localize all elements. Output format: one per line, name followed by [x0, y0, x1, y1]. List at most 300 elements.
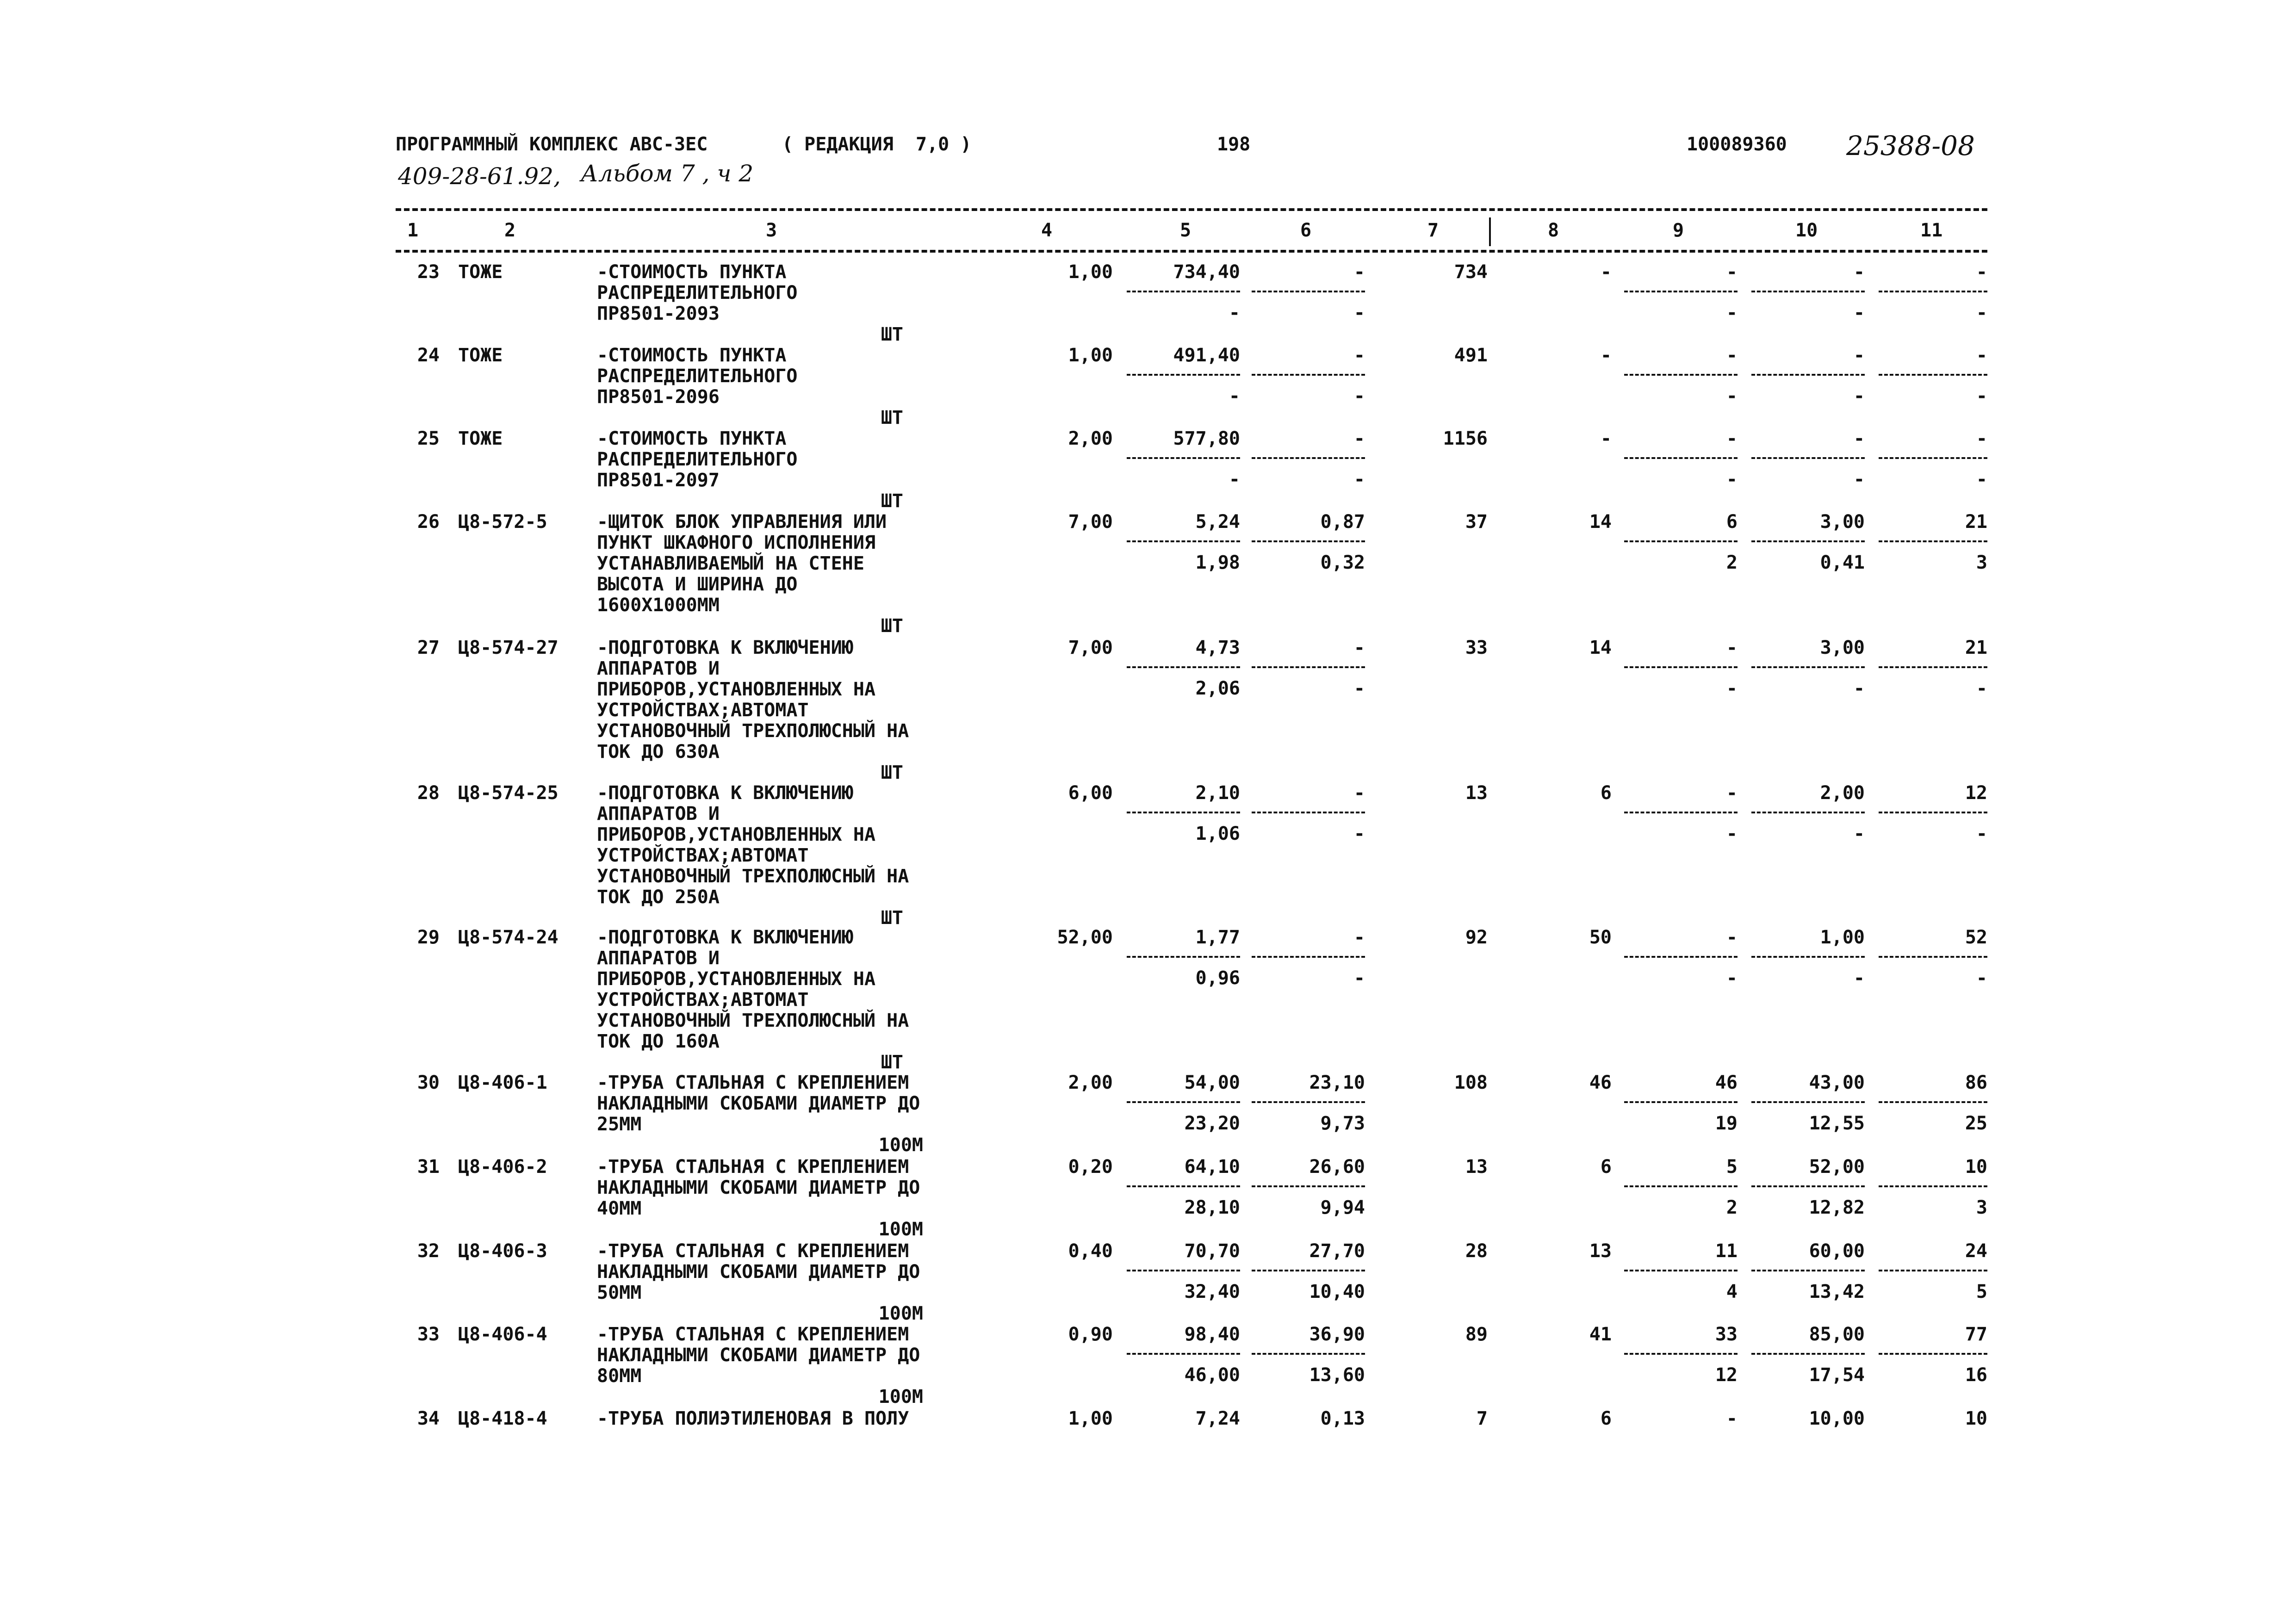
cell-col10-top: -	[1853, 428, 1865, 449]
fraction-divider	[1127, 1353, 1240, 1355]
cell-col6-bottom: -	[1353, 302, 1365, 323]
handwritten-code: 25388-08	[1846, 130, 1975, 161]
row-quantity: 7,00	[1068, 511, 1113, 533]
row-description-line: -СТОИМОСТЬ ПУНКТА	[597, 345, 787, 366]
row-unit: ШТ	[881, 490, 903, 512]
row-number: 34	[417, 1408, 440, 1429]
cell-col8: -	[1600, 428, 1612, 449]
cell-col6-bottom: -	[1353, 678, 1365, 699]
column-header: 6	[1300, 220, 1312, 241]
document-code: 100089360	[1687, 134, 1787, 155]
cell-col5-bottom: 2,06	[1195, 678, 1240, 699]
row-code: Ц8-406-1	[458, 1072, 547, 1093]
cell-col9-bottom: 4	[1726, 1281, 1738, 1302]
fraction-divider	[1879, 374, 1987, 376]
handwritten-reference: 409-28-61.92,	[398, 163, 561, 190]
row-quantity: 0,90	[1068, 1324, 1113, 1345]
cell-col7: 734	[1454, 261, 1488, 283]
row-number: 33	[417, 1324, 440, 1345]
cell-col6-bottom: -	[1353, 823, 1365, 844]
row-code: Ц8-406-4	[458, 1324, 547, 1345]
cell-col5-bottom: 28,10	[1184, 1197, 1240, 1218]
fraction-divider	[1751, 457, 1865, 459]
cell-col10-bottom: 13,42	[1809, 1281, 1865, 1302]
fraction-divider	[1127, 291, 1240, 292]
fraction-divider	[1127, 666, 1240, 668]
fraction-divider	[1127, 457, 1240, 459]
row-quantity: 6,00	[1068, 782, 1113, 804]
cell-col8: 46	[1589, 1072, 1612, 1093]
cell-col11-bottom: 3	[1976, 552, 1987, 573]
column-header: 8	[1548, 220, 1559, 241]
program-title: ПРОГРАММНЫЙ КОМПЛЕКС АВС-3ЕС	[396, 134, 708, 155]
cell-col5-top: 70,70	[1184, 1240, 1240, 1262]
fraction-divider	[1751, 956, 1865, 958]
fraction-divider	[1751, 374, 1865, 376]
cell-col7: 89	[1465, 1324, 1488, 1345]
cell-col9-bottom: -	[1726, 302, 1738, 323]
fraction-divider	[1252, 291, 1365, 292]
cell-col6-top: 23,10	[1309, 1072, 1365, 1093]
row-description-line: -ПОДГОТОВКА К ВКЛЮЧЕНИЮ	[597, 637, 853, 658]
row-quantity: 0,20	[1068, 1156, 1113, 1178]
cell-col11-top: 24	[1965, 1240, 1987, 1262]
cell-col6-top: 27,70	[1309, 1240, 1365, 1262]
row-code: Ц8-574-25	[458, 782, 558, 804]
column-header: 2	[504, 220, 516, 241]
cell-col7: 33	[1465, 637, 1488, 658]
row-description-line: УСТАНОВОЧНЫЙ ТРЕХПОЛЮСНЫЙ НА	[597, 720, 909, 742]
cell-col9-bottom: -	[1726, 678, 1738, 699]
row-description-line: -ПОДГОТОВКА К ВКЛЮЧЕНИЮ	[597, 927, 853, 948]
row-quantity: 2,00	[1068, 1072, 1113, 1093]
fraction-divider	[1751, 1270, 1865, 1271]
row-unit: 100М	[878, 1135, 923, 1156]
cell-col6-top: -	[1353, 261, 1365, 283]
fraction-divider	[1127, 1101, 1240, 1103]
fraction-divider	[1252, 1101, 1365, 1103]
fraction-divider	[1624, 1101, 1738, 1103]
fraction-divider	[1751, 666, 1865, 668]
cell-col9-top: 33	[1715, 1324, 1738, 1345]
cell-col11-top: 86	[1965, 1072, 1987, 1093]
fraction-divider	[1879, 1185, 1987, 1187]
cell-col9-top: -	[1726, 261, 1738, 283]
cell-col11-top: 21	[1965, 637, 1987, 658]
row-description-line: АППАРАТОВ И	[597, 803, 720, 825]
cell-col7: 13	[1465, 1156, 1488, 1178]
cell-col11-bottom: 16	[1965, 1364, 1987, 1386]
row-description-line: ТОК ДО 630А	[597, 741, 720, 763]
cell-col6-top: -	[1353, 345, 1365, 366]
cell-col6-bottom: 9,73	[1320, 1113, 1365, 1134]
cell-col7: 28	[1465, 1240, 1488, 1262]
row-description-line: АППАРАТОВ И	[597, 658, 720, 679]
row-code: ТОЖЕ	[458, 345, 503, 366]
row-code: Ц8-574-24	[458, 927, 558, 948]
cell-col10-bottom: -	[1853, 469, 1865, 490]
cell-col10-top: -	[1853, 345, 1865, 366]
row-description-line: ПРИБОРОВ,УСТАНОВЛЕННЫХ НА	[597, 824, 876, 845]
cell-col11-top: 52	[1965, 927, 1987, 948]
cell-col11-top: -	[1976, 261, 1987, 283]
cell-col11-bottom: -	[1976, 678, 1987, 699]
fraction-divider	[1252, 1270, 1365, 1271]
cell-col9-top: 46	[1715, 1072, 1738, 1093]
cell-col8: -	[1600, 345, 1612, 366]
row-description-line: НАКЛАДНЫМИ СКОБАМИ ДИАМЕТР ДО	[597, 1345, 920, 1366]
row-description-line: 50ММ	[597, 1282, 642, 1303]
fraction-divider	[1624, 374, 1738, 376]
fraction-divider	[1127, 374, 1240, 376]
cell-col6-top: 0,13	[1320, 1408, 1365, 1429]
cell-col8: 14	[1589, 637, 1612, 658]
cell-col5-top: 54,00	[1184, 1072, 1240, 1093]
row-quantity: 1,00	[1068, 261, 1113, 283]
cell-col8: 6	[1600, 782, 1612, 804]
cell-col10-top: -	[1853, 261, 1865, 283]
row-description-line: 80ММ	[597, 1365, 642, 1387]
cell-col8: 6	[1600, 1156, 1612, 1178]
row-description-line: РАСПРЕДЕЛИТЕЛЬНОГО	[597, 366, 798, 387]
row-number: 26	[417, 511, 440, 533]
fraction-divider	[1252, 457, 1365, 459]
fraction-divider	[1252, 540, 1365, 542]
cell-col9-top: 5	[1726, 1156, 1738, 1178]
cell-col6-bottom: -	[1353, 967, 1365, 989]
cell-col5-top: 2,10	[1195, 782, 1240, 804]
row-unit: ШТ	[881, 615, 903, 637]
cell-col9-bottom: 2	[1726, 1197, 1738, 1218]
cell-col10-bottom: 0,41	[1820, 552, 1865, 573]
cell-col7: 491	[1454, 345, 1488, 366]
cell-col5-bottom: 1,98	[1195, 552, 1240, 573]
cell-col5-top: 491,40	[1173, 345, 1240, 366]
fraction-divider	[1252, 666, 1365, 668]
cell-col11-bottom: 5	[1976, 1281, 1987, 1302]
fraction-divider	[1751, 1353, 1865, 1355]
cell-col10-top: 85,00	[1809, 1324, 1865, 1345]
row-description-line: ПУНКТ ШКАФНОГО ИСПОЛНЕНИЯ	[597, 532, 876, 553]
fraction-divider	[1624, 956, 1738, 958]
cell-col10-bottom: -	[1853, 302, 1865, 323]
row-description-line: НАКЛАДНЫМИ СКОБАМИ ДИАМЕТР ДО	[597, 1093, 920, 1114]
fraction-divider	[1751, 291, 1865, 292]
row-description-line: ПР8501-2097	[597, 470, 720, 491]
cell-col11-top: 10	[1965, 1156, 1987, 1178]
row-description-line: -ПОДГОТОВКА К ВКЛЮЧЕНИЮ	[597, 782, 853, 804]
cell-col6-bottom: -	[1353, 469, 1365, 490]
cell-col8: 14	[1589, 511, 1612, 533]
row-description-line: УСТРОЙСТВАХ;АВТОМАТ	[597, 845, 809, 866]
row-description-line: -ТРУБА СТАЛЬНАЯ С КРЕПЛЕНИЕМ	[597, 1072, 909, 1093]
cell-col10-top: 60,00	[1809, 1240, 1865, 1262]
cell-col5-top: 98,40	[1184, 1324, 1240, 1345]
cell-col9-bottom: -	[1726, 385, 1738, 407]
fraction-divider	[1879, 457, 1987, 459]
cell-col7: 37	[1465, 511, 1488, 533]
fraction-divider	[1127, 956, 1240, 958]
row-description-line: УСТРОЙСТВАХ;АВТОМАТ	[597, 989, 809, 1011]
column-header: 5	[1180, 220, 1191, 241]
fraction-divider	[1252, 1185, 1365, 1187]
row-number: 25	[417, 428, 440, 449]
cell-col11-bottom: 3	[1976, 1197, 1987, 1218]
cell-col6-bottom: -	[1353, 385, 1365, 407]
fraction-divider	[1879, 956, 1987, 958]
cell-col7: 92	[1465, 927, 1488, 948]
cell-col6-top: 0,87	[1320, 511, 1365, 533]
cell-col6-top: -	[1353, 782, 1365, 804]
fraction-divider	[1879, 812, 1987, 813]
cell-col6-top: 26,60	[1309, 1156, 1365, 1178]
cell-col9-bottom: 19	[1715, 1113, 1738, 1134]
row-unit: ШТ	[881, 907, 903, 929]
row-description-line: -ТРУБА ПОЛИЭТИЛЕНОВАЯ В ПОЛУ	[597, 1408, 909, 1429]
table-top-rule	[396, 208, 1987, 211]
row-description-line: НАКЛАДНЫМИ СКОБАМИ ДИАМЕТР ДО	[597, 1177, 920, 1198]
row-code: Ц8-406-3	[458, 1240, 547, 1262]
row-description-line: РАСПРЕДЕЛИТЕЛЬНОГО	[597, 449, 798, 470]
cell-col5-bottom: 46,00	[1184, 1364, 1240, 1386]
fraction-divider	[1624, 457, 1738, 459]
cell-col11-bottom: -	[1976, 967, 1987, 989]
cell-col11-bottom: -	[1976, 823, 1987, 844]
cell-col9-bottom: -	[1726, 823, 1738, 844]
fraction-divider	[1624, 1270, 1738, 1271]
cell-col10-top: 43,00	[1809, 1072, 1865, 1093]
cell-col5-top: 734,40	[1173, 261, 1240, 283]
cell-col9-top: 11	[1715, 1240, 1738, 1262]
cell-col5-bottom: -	[1229, 469, 1240, 490]
fraction-divider	[1624, 666, 1738, 668]
cell-col11-bottom: 25	[1965, 1113, 1987, 1134]
row-description-line: -СТОИМОСТЬ ПУНКТА	[597, 261, 787, 283]
cell-col10-bottom: -	[1853, 823, 1865, 844]
row-code: ТОЖЕ	[458, 261, 503, 283]
cell-col9-top: -	[1726, 1408, 1738, 1429]
row-description-line: 25ММ	[597, 1114, 642, 1135]
cell-col9-bottom: -	[1726, 469, 1738, 490]
cell-col8: 50	[1589, 927, 1612, 948]
fraction-divider	[1624, 540, 1738, 542]
fraction-divider	[1751, 1185, 1865, 1187]
row-number: 28	[417, 782, 440, 804]
row-description-line: РАСПРЕДЕЛИТЕЛЬНОГО	[597, 282, 798, 304]
row-number: 29	[417, 927, 440, 948]
row-unit: 100М	[878, 1219, 923, 1240]
fraction-divider	[1624, 291, 1738, 292]
cell-col8: 41	[1589, 1324, 1612, 1345]
cell-col11-bottom: -	[1976, 385, 1987, 407]
row-description-line: -ЩИТОК БЛОК УПРАВЛЕНИЯ ИЛИ	[597, 511, 887, 533]
cell-col9-top: 6	[1726, 511, 1738, 533]
cell-col5-top: 5,24	[1195, 511, 1240, 533]
cell-col6-top: 36,90	[1309, 1324, 1365, 1345]
row-description-line: 1600X1000ММ	[597, 595, 720, 616]
row-description-line: УСТРОЙСТВАХ;АВТОМАТ	[597, 700, 809, 721]
cell-col9-bottom: -	[1726, 967, 1738, 989]
row-description-line: -ТРУБА СТАЛЬНАЯ С КРЕПЛЕНИЕМ	[597, 1324, 909, 1345]
row-quantity: 0,40	[1068, 1240, 1113, 1262]
cell-col5-top: 7,24	[1195, 1408, 1240, 1429]
row-quantity: 1,00	[1068, 345, 1113, 366]
cell-col6-top: -	[1353, 637, 1365, 658]
row-unit: ШТ	[881, 1052, 903, 1073]
edition-label: ( РЕДАКЦИЯ 7,0 )	[782, 134, 972, 155]
column-header: 4	[1041, 220, 1053, 241]
cell-col5-top: 4,73	[1195, 637, 1240, 658]
cell-col11-bottom: -	[1976, 302, 1987, 323]
cell-col10-top: 1,00	[1820, 927, 1865, 948]
cell-col10-top: 3,00	[1820, 511, 1865, 533]
row-number: 27	[417, 637, 440, 658]
cell-col8: 13	[1589, 1240, 1612, 1262]
fraction-divider	[1751, 540, 1865, 542]
row-unit: ШТ	[881, 407, 903, 428]
row-number: 31	[417, 1156, 440, 1178]
table-header-rule	[396, 250, 1987, 253]
fraction-divider	[1879, 666, 1987, 668]
row-number: 24	[417, 345, 440, 366]
cell-col11-top: 10	[1965, 1408, 1987, 1429]
cell-col7: 1156	[1443, 428, 1488, 449]
row-code: Ц8-406-2	[458, 1156, 547, 1178]
fraction-divider	[1751, 1101, 1865, 1103]
row-code: ТОЖЕ	[458, 428, 503, 449]
cell-col10-top: 2,00	[1820, 782, 1865, 804]
cell-col6-top: -	[1353, 428, 1365, 449]
row-description-line: -ТРУБА СТАЛЬНАЯ С КРЕПЛЕНИЕМ	[597, 1156, 909, 1178]
fraction-divider	[1879, 1270, 1987, 1271]
cell-col5-top: 64,10	[1184, 1156, 1240, 1178]
cell-col6-bottom: 13,60	[1309, 1364, 1365, 1386]
row-unit: 100М	[878, 1303, 923, 1324]
row-unit: ШТ	[881, 324, 903, 345]
cell-col5-bottom: 1,06	[1195, 823, 1240, 844]
row-quantity: 7,00	[1068, 637, 1113, 658]
cell-col5-bottom: 23,20	[1184, 1113, 1240, 1134]
fraction-divider	[1252, 374, 1365, 376]
column-header: 3	[766, 220, 777, 241]
cell-col9-top: -	[1726, 927, 1738, 948]
row-description-line: ПРИБОРОВ,УСТАНОВЛЕННЫХ НА	[597, 968, 876, 990]
album-label: Альбом 7 , ч 2	[581, 160, 754, 187]
fraction-divider	[1624, 812, 1738, 813]
column-header: 9	[1673, 220, 1684, 241]
row-description-line: ТОК ДО 250А	[597, 887, 720, 908]
row-quantity: 1,00	[1068, 1408, 1113, 1429]
row-number: 32	[417, 1240, 440, 1262]
fraction-divider	[1624, 1185, 1738, 1187]
cell-col6-bottom: 0,32	[1320, 552, 1365, 573]
cell-col10-bottom: -	[1853, 385, 1865, 407]
cell-col11-top: 77	[1965, 1324, 1987, 1345]
fraction-divider	[1751, 812, 1865, 813]
column-header: 1	[407, 220, 419, 241]
page-number: 198	[1217, 134, 1251, 155]
row-description-line: ПР8501-2093	[597, 303, 720, 324]
cell-col5-bottom: 0,96	[1195, 967, 1240, 989]
cell-col6-bottom: 10,40	[1309, 1281, 1365, 1302]
row-description-line: УСТАНАВЛИВАЕМЫЙ НА СТЕНЕ	[597, 553, 864, 574]
fraction-divider	[1879, 540, 1987, 542]
cell-col10-top: 10,00	[1809, 1408, 1865, 1429]
column-separator	[1489, 217, 1491, 246]
cell-col10-top: 3,00	[1820, 637, 1865, 658]
cell-col9-top: -	[1726, 428, 1738, 449]
cell-col10-top: 52,00	[1809, 1156, 1865, 1178]
cell-col8: 6	[1600, 1408, 1612, 1429]
row-quantity: 52,00	[1057, 927, 1113, 948]
fraction-divider	[1879, 1353, 1987, 1355]
cell-col8: -	[1600, 261, 1612, 283]
column-header: 10	[1795, 220, 1818, 241]
cell-col5-bottom: -	[1229, 385, 1240, 407]
cell-col11-top: -	[1976, 428, 1987, 449]
cell-col10-bottom: 12,82	[1809, 1197, 1865, 1218]
row-code: Ц8-572-5	[458, 511, 547, 533]
cell-col11-bottom: -	[1976, 469, 1987, 490]
row-unit: 100М	[878, 1386, 923, 1407]
cell-col11-top: 21	[1965, 511, 1987, 533]
cell-col7: 7	[1476, 1408, 1488, 1429]
cell-col11-top: -	[1976, 345, 1987, 366]
cell-col9-bottom: 12	[1715, 1364, 1738, 1386]
fraction-divider	[1252, 812, 1365, 813]
cell-col10-bottom: -	[1853, 678, 1865, 699]
row-description-line: НАКЛАДНЫМИ СКОБАМИ ДИАМЕТР ДО	[597, 1261, 920, 1283]
cell-col5-top: 577,80	[1173, 428, 1240, 449]
row-description-line: ТОК ДО 160А	[597, 1031, 720, 1052]
cell-col5-top: 1,77	[1195, 927, 1240, 948]
cell-col5-bottom: -	[1229, 302, 1240, 323]
fraction-divider	[1879, 291, 1987, 292]
row-description-line: УСТАНОВОЧНЫЙ ТРЕХПОЛЮСНЫЙ НА	[597, 866, 909, 887]
fraction-divider	[1624, 1353, 1738, 1355]
row-code: Ц8-418-4	[458, 1408, 547, 1429]
fraction-divider	[1879, 1101, 1987, 1103]
cell-col10-bottom: 12,55	[1809, 1113, 1865, 1134]
row-unit: ШТ	[881, 762, 903, 783]
cell-col11-top: 12	[1965, 782, 1987, 804]
cell-col9-bottom: 2	[1726, 552, 1738, 573]
column-header: 7	[1427, 220, 1439, 241]
cell-col10-bottom: 17,54	[1809, 1364, 1865, 1386]
cell-col9-top: -	[1726, 782, 1738, 804]
row-description-line: ПРИБОРОВ,УСТАНОВЛЕННЫХ НА	[597, 679, 876, 700]
row-description-line: ПР8501-2096	[597, 386, 720, 408]
row-quantity: 2,00	[1068, 428, 1113, 449]
fraction-divider	[1127, 1270, 1240, 1271]
cell-col5-bottom: 32,40	[1184, 1281, 1240, 1302]
cell-col7: 108	[1454, 1072, 1488, 1093]
row-number: 23	[417, 261, 440, 283]
fraction-divider	[1252, 956, 1365, 958]
row-description-line: АППАРАТОВ И	[597, 948, 720, 969]
cell-col6-bottom: 9,94	[1320, 1197, 1365, 1218]
fraction-divider	[1127, 540, 1240, 542]
cell-col10-bottom: -	[1853, 967, 1865, 989]
row-description-line: 40ММ	[597, 1198, 642, 1219]
fraction-divider	[1127, 1185, 1240, 1187]
fraction-divider	[1252, 1353, 1365, 1355]
cell-col6-top: -	[1353, 927, 1365, 948]
cell-col9-top: -	[1726, 345, 1738, 366]
column-header: 11	[1920, 220, 1943, 241]
row-number: 30	[417, 1072, 440, 1093]
cell-col7: 13	[1465, 782, 1488, 804]
